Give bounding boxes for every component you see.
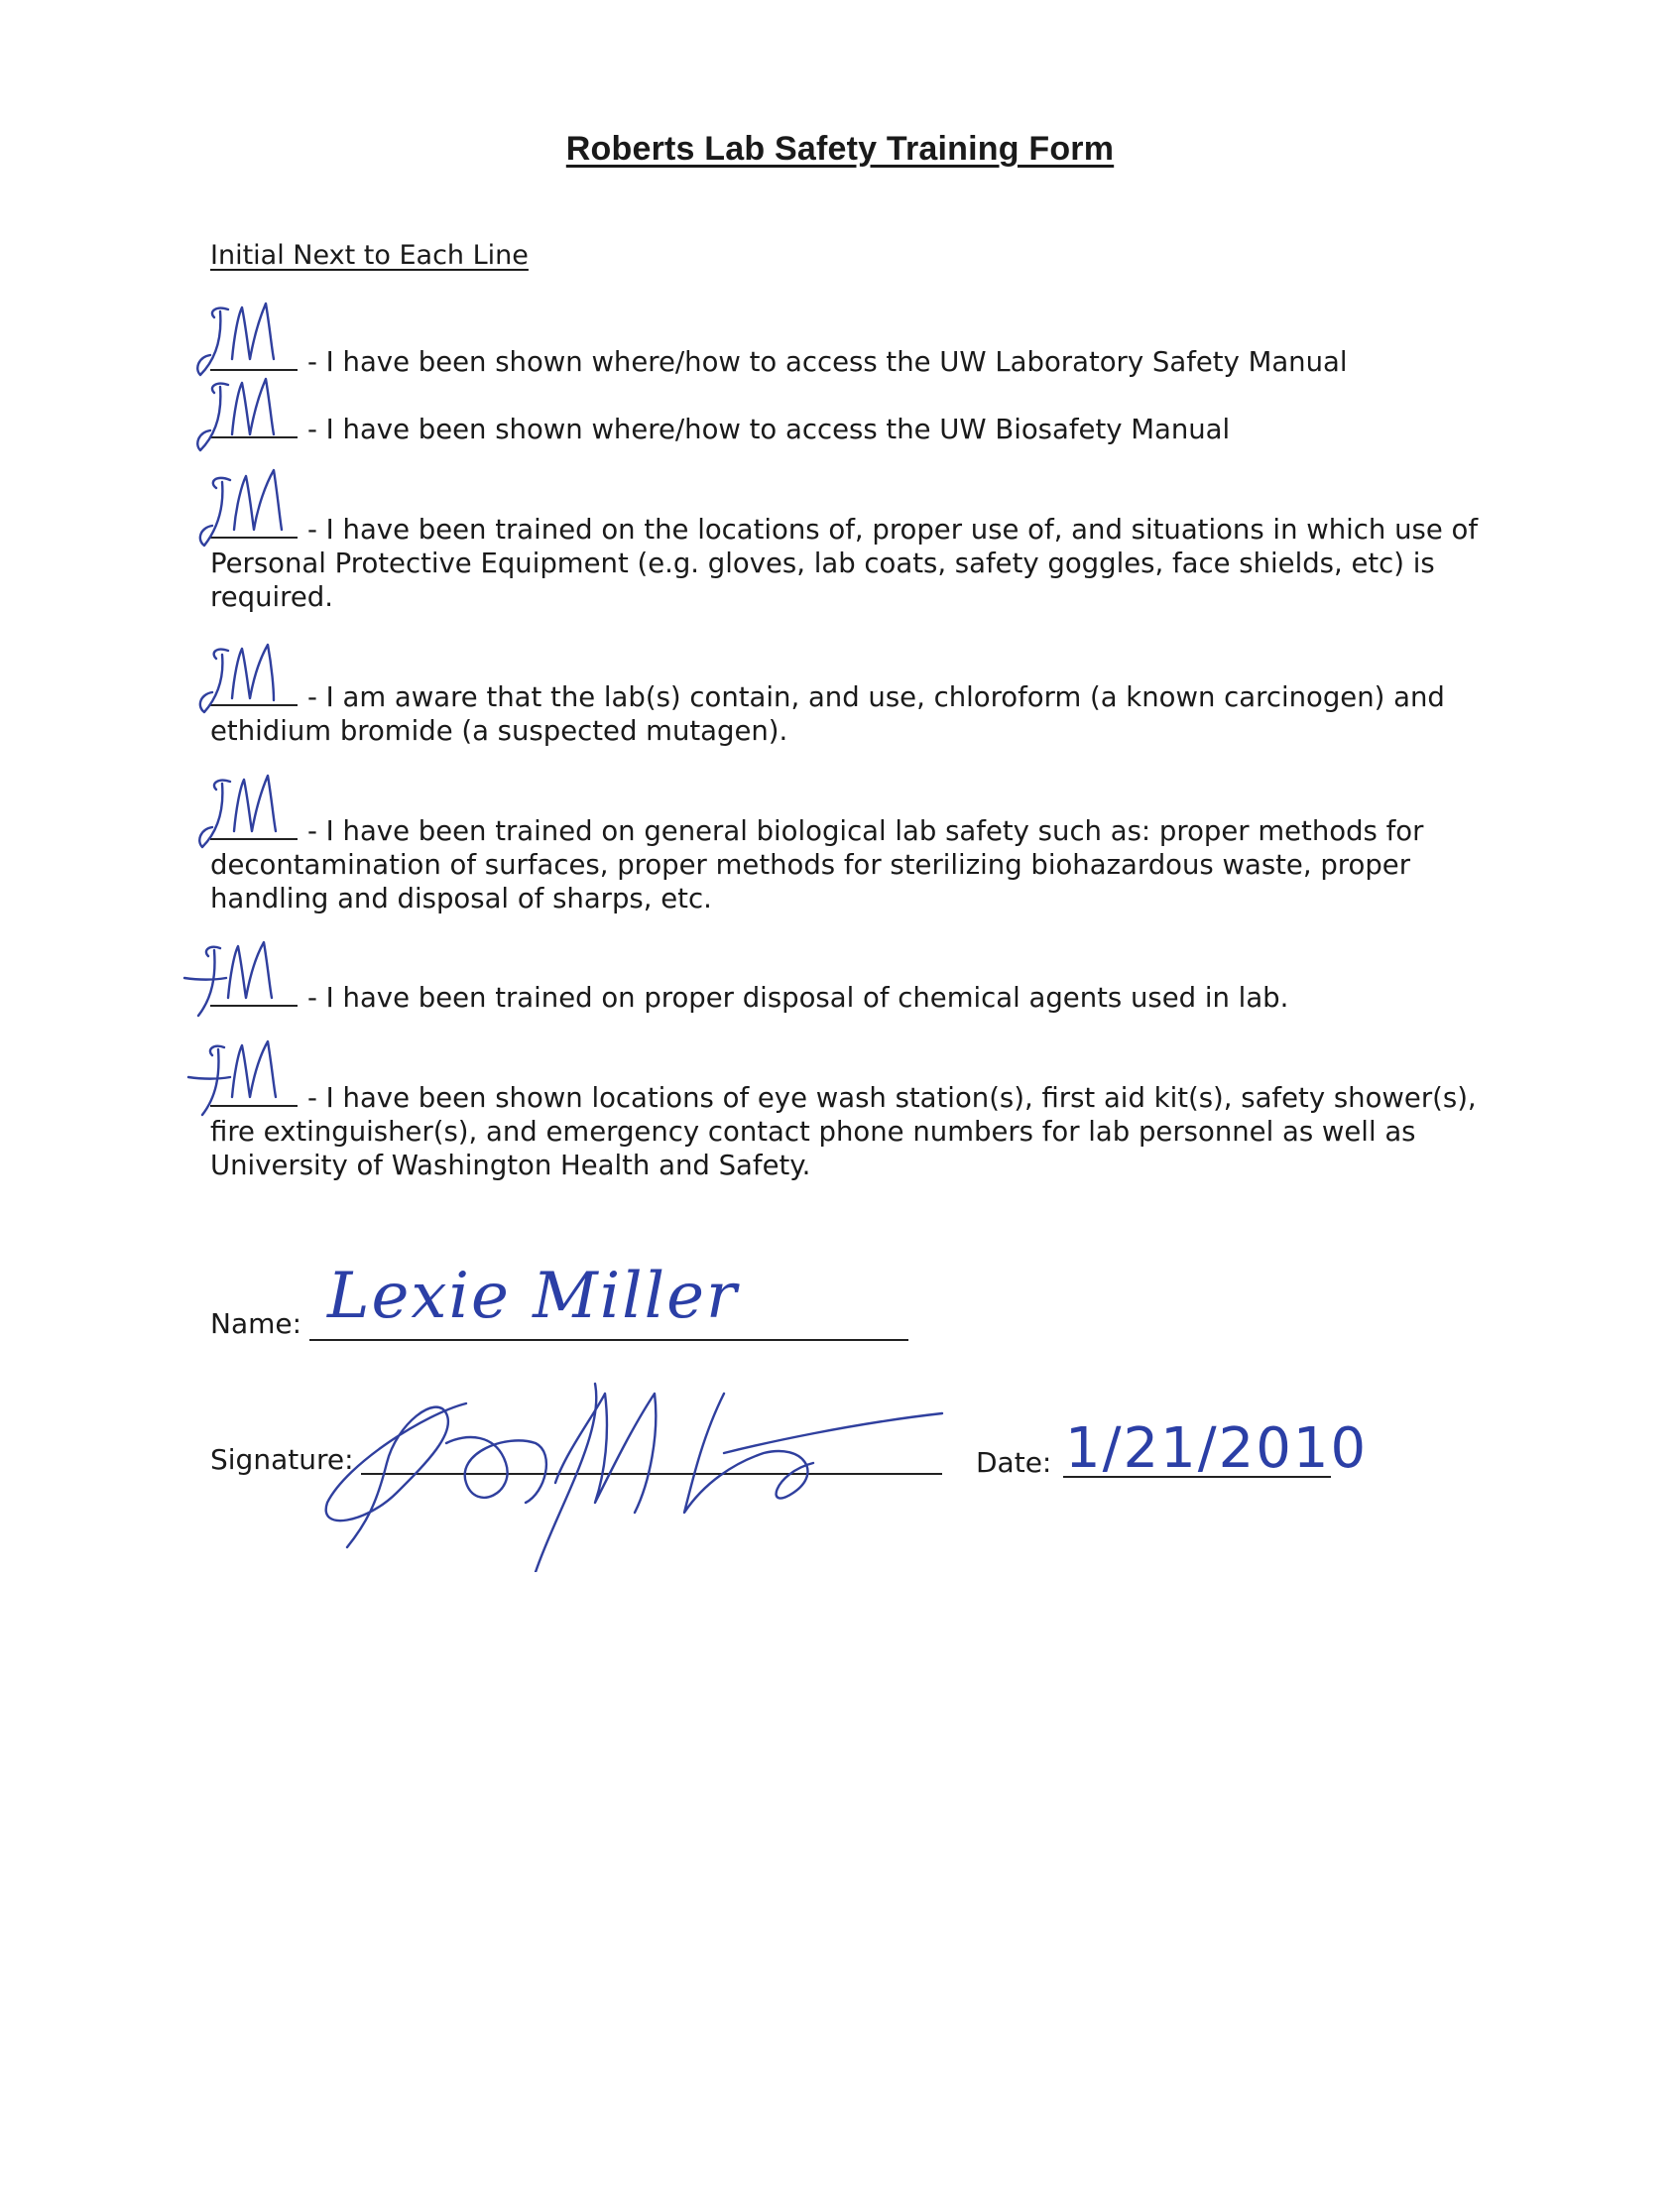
name-handwritten[interactable]: Lexie Miller [327,1260,739,1333]
checklist-item [210,674,1490,748]
checklist-item [210,507,1490,614]
instruction-heading: Initial Next to Each Line [210,240,529,271]
item-text: - I have been shown locations of eye wash station(s), first aid kit(s), safety shower(s), fire extinguisher(s), and emergency contact phone numbers for lab personnel as well as University of Washington Health and Safety. [210,1082,1477,1181]
handwritten-initials [186,373,315,462]
date-handwritten[interactable]: 1/21/2010 [1065,1416,1369,1481]
signature-label: Signature: [210,1443,354,1476]
handwritten-initials [179,936,307,1026]
checklist-item [210,1075,1490,1182]
checklist-item [210,407,1490,446]
checklist-item [210,808,1490,915]
handwritten-signature[interactable] [307,1374,952,1572]
item-text: - I have been shown where/how to access the UW Biosafety Manual [307,414,1231,445]
date-label: Date: [976,1446,1052,1479]
item-text: - I have been trained on the locations of, proper use of, and situations in which use of Personal Protective Equipment (e.g. gloves, lab coats, safety goggles, face shields, etc) is required. [210,514,1479,613]
name-label: Name: [210,1307,302,1340]
form-title: Roberts Lab Safety Training Form [565,130,1115,168]
checklist-item [210,339,1490,379]
handwritten-initials [186,466,315,555]
item-text: - I am aware that the lab(s) contain, and use, chloroform (a known carcinogen) and ethidium bromide (a suspected mutagen). [210,681,1445,747]
item-text: - I have been trained on proper disposal of chemical agents used in lab. [307,982,1289,1014]
handwritten-initials [188,770,317,859]
handwritten-initials [188,637,317,726]
name-line [309,1339,908,1341]
checklist-item [210,975,1490,1015]
handwritten-initials [182,1035,311,1125]
item-text: - I have been shown where/how to access the UW Laboratory Safety Manual [307,346,1348,378]
item-text: - I have been trained on general biological lab safety such as: proper methods for decontamination of surfaces, proper methods for sterilizing biohazardous waste, proper handling and disposal of sharps, etc. [210,815,1424,914]
